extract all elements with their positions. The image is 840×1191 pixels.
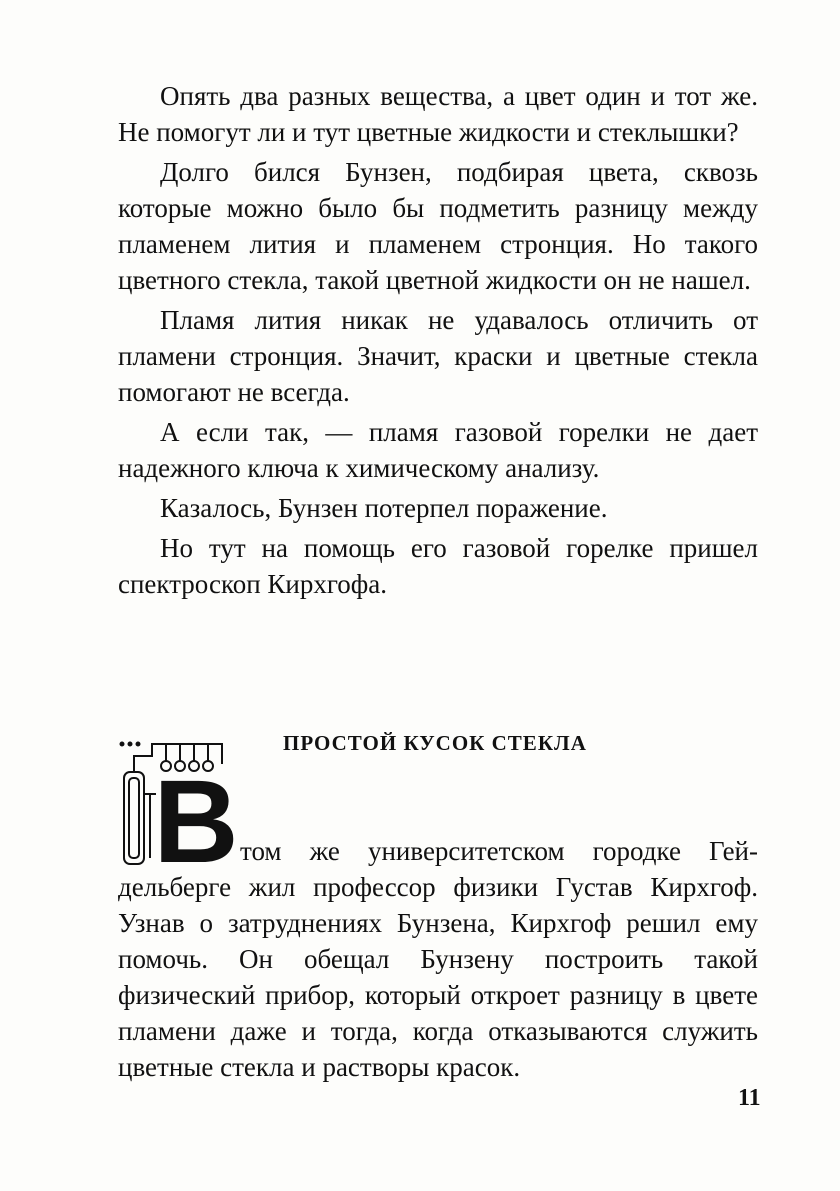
section-body [118,833,758,1089]
paragraph: Пламя лития никак не удавалось отличить от пламени стронция. Значит, краски и цветные стекла помогают не всегда. [118,305,758,407]
drop-cap-letter: В [153,756,239,868]
paragraph: Но тут на помощь его газовой горелке пришел спектроскоп Кирхгофа. [118,533,758,599]
paragraph: Казалось, Бунзен потерпел поражение. [160,493,608,523]
section-heading: ПРОСТОЙ КУСОК СТЕКЛА [283,731,587,755]
body-text [118,78,758,606]
paragraph: Долго бился Бунзен, подбирая цвета, сквозь которые можно было бы подметить разницу между пламенем лития и пламенем стронция. Но такого цветного стекла, такой цветной жидкости он не нашел. [118,157,758,295]
paragraph: А если так, — пламя газовой горелки не дает надежного ключа к химическому анализу. [118,417,758,483]
page-number: 11 [738,1085,761,1111]
paragraph: дельберге жил профессор физики Густав Кирхгоф. Узнав о затруднениях Бунзена, Кирхгоф решил ему помочь. Он обещал Бунзену построить такой физический прибор, который откроет разницу в цвете пламени даже и тогда, когда отказываются служить цветные стекла и растворы красок. [118,872,758,1082]
section-first-line: том же университетском городке Гей- [240,836,758,866]
paragraph: Опять два разных вещества, а цвет один и тот же. Не помогут ли и тут цветные жидкости и стеклышки? [118,81,758,147]
